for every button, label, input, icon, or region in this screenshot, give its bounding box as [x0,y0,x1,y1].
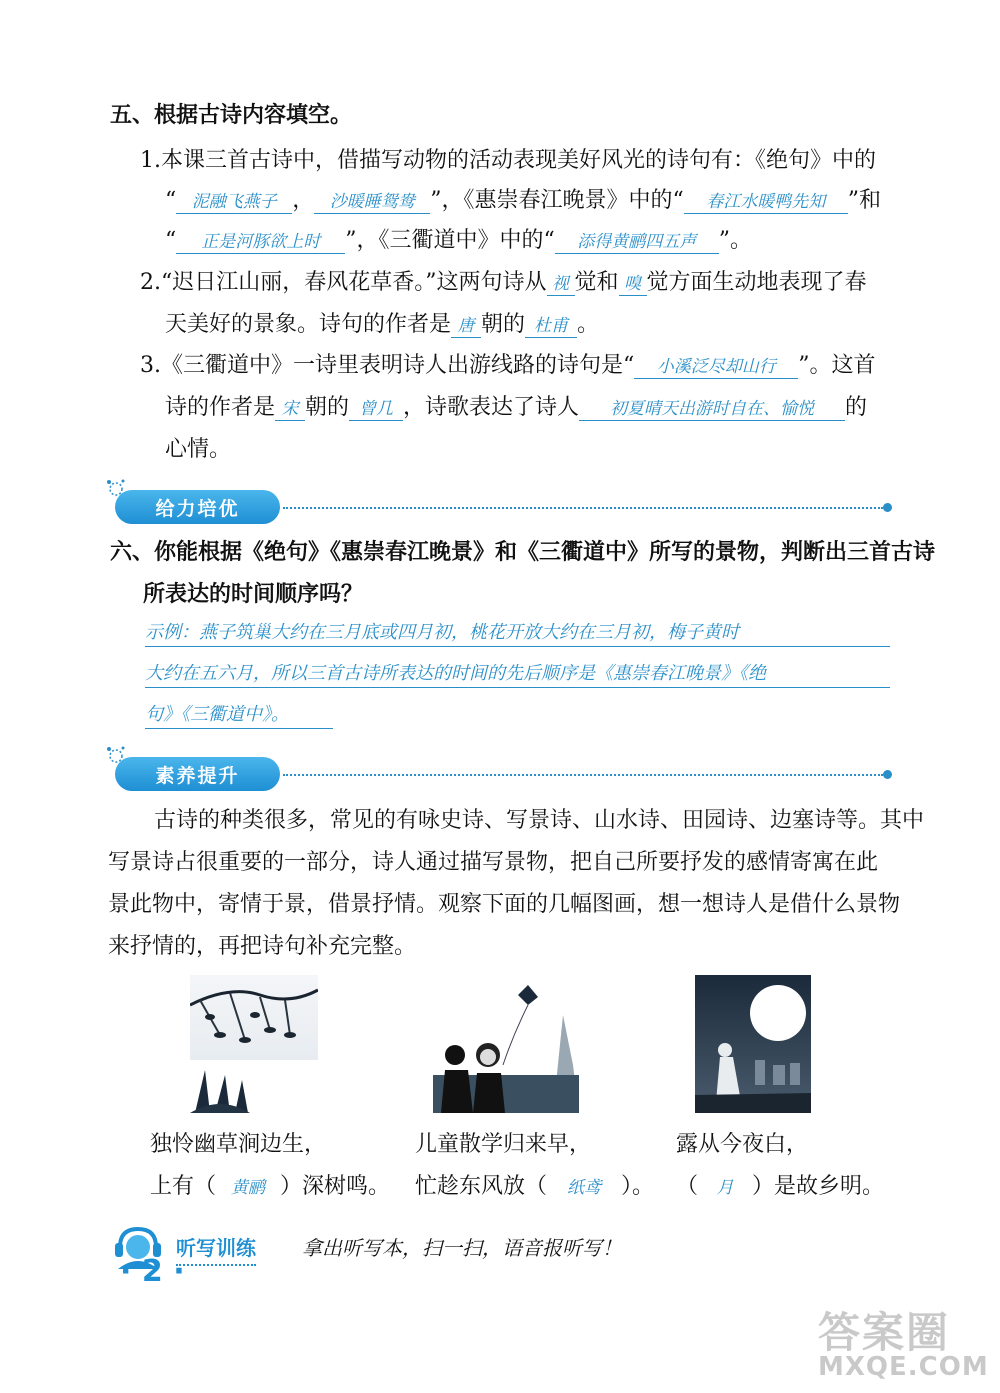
picture-moon-poet [695,975,811,1113]
passage-line4: 来抒情的，再把诗句补充完整。 [108,934,417,959]
banner-label: 给力培优 [155,497,240,520]
banner-geili-peiyou [115,490,280,524]
bullet-dot: · [120,1254,132,1289]
banner-suyang-tisheng [115,757,280,791]
q2-text: 觉方面生动地表现了春 [646,270,867,295]
q3-text: ”。这首 [798,353,876,378]
page-number [120,1254,185,1289]
q2-answer-1: 视 [547,273,575,296]
q1-text: ， [292,188,315,213]
q2-text: 2.“迟日江山丽，春风花草香。”这两句诗从 [140,270,547,295]
q3-answer-3: 曾几 [349,398,403,421]
poem-text: ）。 [621,1174,655,1199]
q3-answer-2: 宋 [275,398,305,421]
q2-line1 [140,270,867,296]
passage-line3: 景此物中，寄情于景，借景抒情。观察下面的几幅图画，想一想诗人是借什么景物 [108,892,901,917]
q1-answer-2: 沙暖睡鸳鸯 [314,191,430,214]
poem1-answer: 黄鹂 [231,1178,266,1198]
poem3-line1: 露从今夜白， [676,1132,809,1157]
poem1-line1: 独怜幽草涧边生， [150,1132,327,1157]
q1-line2 [165,188,881,214]
section5-title: 五、根据古诗内容填空。 [110,103,353,128]
poem3-line2 [676,1174,884,1200]
poem-text: ）是故乡明。 [752,1174,885,1199]
q1-answer-5: 添得黄鹂四五声 [555,231,719,254]
q2-text: 觉和 [574,270,619,295]
q2-answer-3: 唐 [451,315,481,338]
poem2-answer: 纸鸢 [567,1178,602,1198]
section6-answer-line2: 大约在五六月，所以三首古诗所表达的时间的先后顺序是《惠崇春江晚景》《绝 [145,663,890,688]
poem-text: （ [676,1174,699,1199]
poem1-line2 [150,1174,390,1200]
passage-line2: 写景诗占很重要的一部分，诗人通过描写景物，把自己所要抒发的感情寄寓在此 [108,850,879,875]
q1-text: “ [165,228,177,253]
picture-oriole-tree [190,975,318,1113]
banner-label: 素养提升 [155,764,240,787]
q2-text: 朝的 [481,312,526,337]
picture-kite-children [433,975,579,1113]
poem2-line2 [415,1174,654,1200]
q1-text: ”，《惠崇春江晚景》中的“ [430,188,684,213]
section6-answer-line1: 示例：燕子筑巢大约在三月底或四月初，桃花开放大约在三月初，梅子黄时 [145,622,890,647]
q1-answer-3: 春江水暖鸭先知 [684,191,848,214]
q3-line2 [165,395,867,421]
q3-text: 诗的作者是 [165,395,276,420]
q1-answer-1: 泥融飞燕子 [176,191,292,214]
page-number-value: 2 [141,1254,163,1289]
q3-text: 朝的 [305,395,350,420]
q2-text: 天美好的景象。诗句的作者是 [165,312,452,337]
q1-line1: 1.本课三首古诗中，借描写动物的活动表现美好风光的诗句有：《绝句》中的 [140,148,876,173]
divider-end-dot [883,770,892,779]
q3-text: 3.《三衢道中》一诗里表明诗人出游线路的诗句是“ [140,353,635,378]
poem-text: ）深树鸣。 [280,1174,391,1199]
section6-title-line1: 六、你能根据《绝句》《惠崇春江晚景》和《三衢道中》所写的景物，判断出三首古诗 [110,540,936,565]
dotted-divider [283,774,883,776]
watermark-url: MXQE.COM [818,1352,989,1382]
watermark-logo: 答案圈 [818,1308,951,1357]
q3-text: ，诗歌表达了诗人 [403,395,580,420]
poem-text: 忙趁东风放（ [415,1174,548,1199]
poem2-line1: 儿童散学归来早， [415,1132,592,1157]
q3-answer-1: 小溪泛尽却山行 [634,356,798,379]
q1-line3 [165,228,752,254]
q1-text: ”和 [847,188,882,213]
bullet-dot: · [173,1254,185,1289]
section6-answer-line3: 句》《三衢道中》。 [145,704,333,729]
dotted-divider [283,507,883,509]
q2-text: 。 [577,312,600,337]
q3-answer-4: 初夏晴天出游时自在、愉悦 [579,398,845,421]
poem3-answer: 月 [716,1178,734,1198]
q2-answer-2: 嗅 [619,273,647,296]
q1-answer-4: 正是河豚欲上时 [176,231,345,254]
q3-text: 的 [845,395,868,420]
divider-end-dot [883,503,892,512]
q1-text: “ [165,188,177,213]
dictation-label: 听写训练 [176,1232,256,1266]
q1-text: ”，《三衢道中》中的“ [345,228,555,253]
dictation-instruction: 拿出听写本，扫一扫，语音报听写！ [302,1236,622,1260]
q3-line3: 心情。 [165,437,232,462]
passage-line1: 古诗的种类很多，常见的有咏史诗、写景诗、山水诗、田园诗、边塞诗等。其中 [154,808,925,833]
section6-title-line2: 所表达的时间顺序吗？ [143,582,364,607]
q3-line1 [140,353,876,379]
q2-line2 [165,312,599,338]
q1-text: ”。 [718,228,752,253]
q2-answer-4: 杜甫 [525,315,577,338]
poem-text: 上有（ [150,1174,217,1199]
